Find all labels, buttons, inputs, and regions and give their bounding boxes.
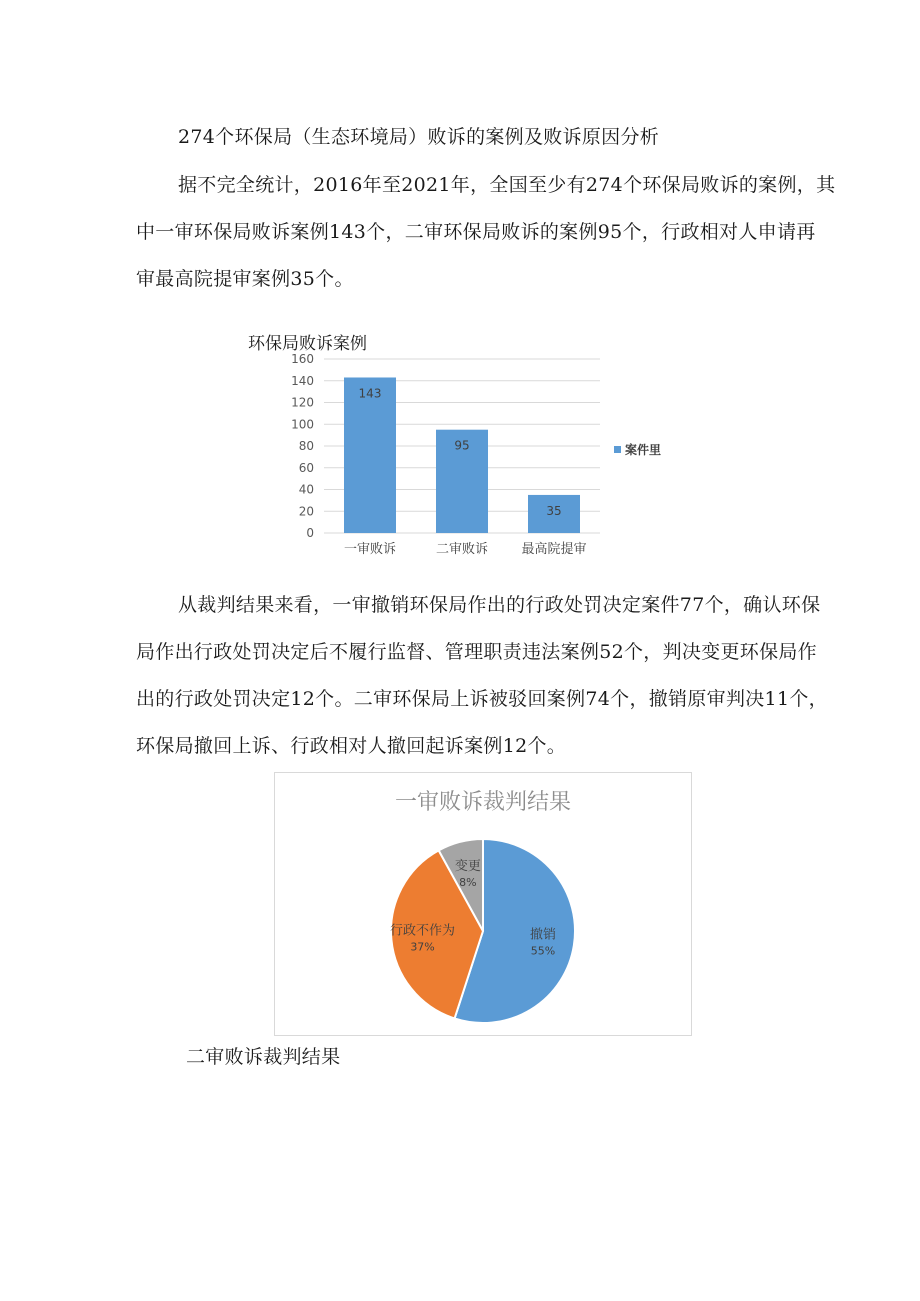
pie-slice-label: 撤销 xyxy=(529,927,556,943)
y-tick-label: 60 xyxy=(298,460,314,475)
paragraph-2-line-1: 从裁判结果来看，一审撤销环保局作出的行政处罚决定案件77个，确认环保 xyxy=(178,594,821,616)
bar-chart-x-ticks xyxy=(344,541,587,557)
y-tick-label: 100 xyxy=(291,417,314,432)
y-tick-label: 40 xyxy=(298,482,314,497)
document-heading: 274个环保局（生态环境局）败诉的案例及败诉原因分析 xyxy=(178,126,660,148)
paragraph-1-line-1: 据不完全统计，2016年至2021年，全国至少有274个环保局败诉的案例，其 xyxy=(178,174,836,196)
x-tick-label: 二审败诉 xyxy=(435,542,489,557)
x-tick-label: 最高院提审 xyxy=(521,542,587,557)
bar-chart-legend xyxy=(614,442,661,457)
paragraph-1-line-2: 中一审环保局败诉案例143个，二审环保局败诉的案例95个，行政相对人申请再 xyxy=(136,221,816,243)
paragraph-2-line-4: 环保局撤回上诉、行政相对人撤回起诉案例12个。 xyxy=(136,735,567,757)
pie-chart-first-instance-results xyxy=(275,773,691,1035)
bar xyxy=(344,377,396,533)
y-tick-label: 0 xyxy=(306,526,314,540)
legend-swatch xyxy=(614,446,621,453)
pie-chart-frame xyxy=(274,772,692,1036)
bar-chart-bars xyxy=(344,377,580,533)
bottom-heading: 二审败诉裁判结果 xyxy=(186,1046,341,1068)
paragraph-2-line-3: 出的行政处罚决定12个。二审环保局上诉被驳回案例74个，撤销原审判决11个， xyxy=(136,688,828,710)
bar-chart-title: 环保局败诉案例 xyxy=(248,334,367,354)
x-tick-label: 一审败诉 xyxy=(343,542,397,557)
bar-data-label: 95 xyxy=(454,438,470,453)
paragraph-1-line-3: 审最高院提审案例35个。 xyxy=(136,268,354,290)
bar-chart-case-counts xyxy=(240,325,680,565)
pie-chart-title: 一审败诉裁判结果 xyxy=(394,790,572,815)
y-tick-label: 20 xyxy=(298,504,314,519)
pie-slice-percent: 37% xyxy=(410,940,435,954)
y-tick-label: 120 xyxy=(291,395,314,410)
pie-slice-label: 行政不作为 xyxy=(390,923,456,939)
legend-label: 案件里 xyxy=(625,443,662,457)
bar-data-label: 35 xyxy=(546,503,562,518)
pie-slice-percent: 55% xyxy=(530,944,556,958)
y-tick-label: 160 xyxy=(291,352,314,366)
bar-chart-y-ticks xyxy=(291,352,314,540)
pie-slice-percent: 8% xyxy=(459,876,477,890)
pie-slice-label: 变更 xyxy=(454,859,481,875)
paragraph-2-line-2: 局作出行政处罚决定后不履行监督、管理职责违法案例52个，判决变更环保局作 xyxy=(136,641,817,663)
y-tick-label: 80 xyxy=(298,439,314,453)
bar-data-label: 143 xyxy=(358,386,382,401)
y-tick-label: 140 xyxy=(291,373,314,388)
